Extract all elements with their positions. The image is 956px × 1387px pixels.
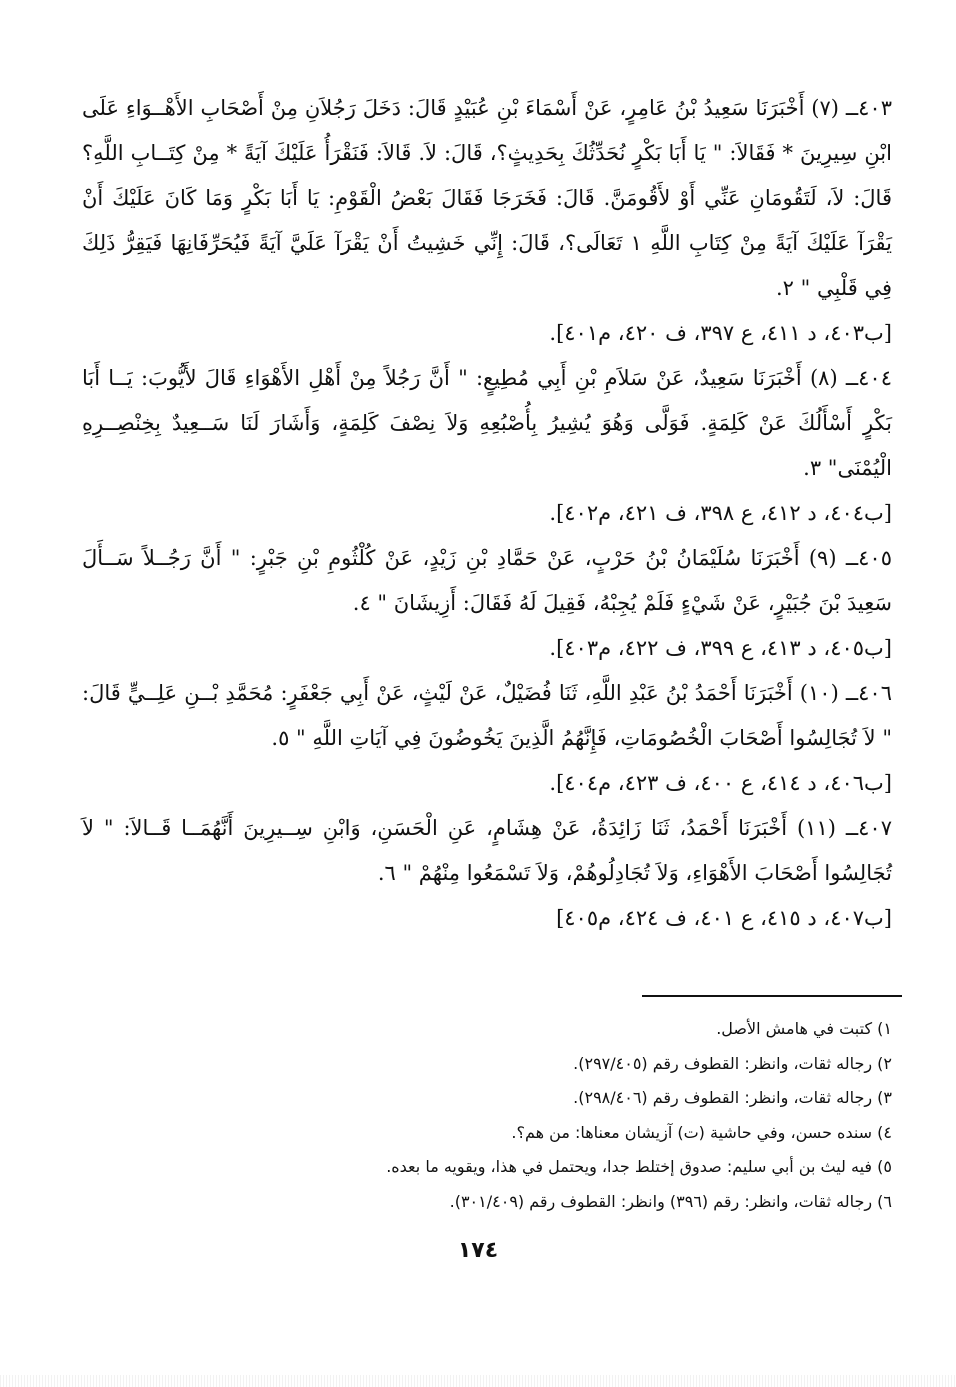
hadith-403: ٤٠٣ــ (٧) أَخْبَرَنَا سَعِيدُ بْنُ عَامِرٍ، عَنْ أَسْمَاءَ بْنِ عُبَيْدٍ قَالَ: دَخَلَ رَجُلاَنِ مِنْ أَصْحَابِ الأَهْــوَاءِ عَلَى ابْنِ سِيرِينَ * فَقَالاَ: " يَا أَبَا بَكْرٍ نُحَدِّثُكَ بِحَدِيثٍ؟، قَالَ: لاَ. قَالاَ: فَنَقْرَأُ عَلَيْكَ آيَةً * مِنْ كِتَــابِ اللَّهِ؟ قَالَ: لاَ، لَتَقُومَانِ عَنِّي أَوْ لأَقُومَنَّ. قَالَ: فَخَرَجَا فَقَالَ بَعْضُ الْقَوْمِ: يَا أَبَا بَكْرٍ وَمَا كَانَ عَلَيْكَ أَنْ يَقْرَآ عَلَيْكَ آيَةً مِنْ كِتَابِ اللَّهِ ١ تَعَالَى؟، قَالَ: إِنِّي خَشِيتُ أَنْ يَقْرَآ عَلَيَّ آيَةً فَيُحَرِّفَانِهَا فَيَقِرُّ ذَلِكَ فِي قَلْبِي " ٢. [82, 96, 893, 300]
hadith-407-reference: [ب٤٠٧، د ٤١٥، ع ٤٠١، ف ٤٢٤، م٤٠٥] [556, 906, 892, 930]
hadith-406-reference: [ب٤٠٦، د ٤١٤، ع ٤٠٠، ف ٤٢٣، م٤٠٤]. [549, 771, 892, 795]
hadith-404: ٤٠٤ــ (٨) أَخْبَرَنَا سَعِيدٌ، عَنْ سَلاَمِ بْنِ أَبِي مُطِيعٍ: " أَنَّ رَجُلاً مِنْ أَهْلِ الأَهْوَاءِ قَالَ لأَيُّوبَ: يَــا أَبَا بَكْرٍ أَسْأَلُكَ عَنْ كَلِمَةٍ. فَوَلَّى وَهُوَ يُشِيرُ بِأُصْبُعِهِ وَلاَ نِصْفَ كَلِمَةٍ، وَأَشَارَ لَنَا سَــعِيدٌ بِخِنْصِــرِهِ الْيُمْنَى" ٣. [82, 366, 892, 480]
footnote-divider [642, 995, 902, 997]
page-number: ١٧٤ [457, 1238, 499, 1263]
footnote-2: ٢) رجاله ثقات، وانظر: القطوف رقم (٢٩٧/٤٠٥). [573, 1053, 892, 1073]
hadith-406: ٤٠٦ــ (١٠) أَخْبَرَنَا أَحْمَدُ بْنُ عَبْدِ اللَّهِ، ثَنَا فُضَيْلٌ، عَنْ لَيْثٍ، عَنْ أَبِي جَعْفَرٍ: مُحَمَّدِ بْــنِ عَلِــيٍّ قَالَ: " لاَ تُجَالِسُوا أَصْحَابَ الْخُصُومَاتِ، فَإِنَّهُمُ الَّذِينَ يَخُوضُونَ فِي آيَاتِ اللَّهِ " ٥. [82, 681, 892, 750]
footnote-6: ٦) رجاله ثقات، وانظر: رقم (٣٩٦) وانظر: القطوف رقم (٣٠١/٤٠٩). [449, 1191, 892, 1211]
footnote-1: ١) كتبت في هامش الأصل. [716, 1019, 892, 1038]
hadith-407: ٤٠٧ــ (١١) أَخْبَرَنَا أَحْمَدُ، ثَنَا زَائِدَةُ، عَنْ هِشَامٍ، عَنِ الْحَسَنِ، وَابْنِ سِــيرِينَ أَنَّهُمَــا قَــالاَ: " لاَ تُجَالِسُوا أَصْحَابَ الأَهْوَاءِ، وَلاَ تُجَادِلُوهُمْ، وَلاَ تَسْمَعُوا مِنْهُمْ " ٦. [82, 816, 892, 885]
scan-edge-texture [0, 1375, 956, 1387]
hadith-section [82, 86, 892, 941]
hadith-405-reference: [ب٤٠٥، د ٤١٣، ع ٣٩٩، ف ٤٢٢، م٤٠٣]. [549, 636, 892, 660]
hadith-405: ٤٠٥ــ (٩) أَخْبَرَنَا سُلَيْمَانُ بْنُ حَرْبٍ، عَنْ حَمَّادِ بْنِ زَيْدٍ، عَنْ كُلْثُومِ بْنِ جَبْرٍ: " أَنَّ رَجُــلاً سَــأَلَ سَعِيدَ بْنَ جُبَيْرٍ، عَنْ شَيْءٍ فَلَمْ يُجِبْهُ، فَقِيلَ لَهُ فَقَالَ: أَزِيشَانَ " ٤. [82, 546, 892, 615]
footnote-3: ٣) رجاله ثقات، وانظر: القطوف رقم (٢٩٨/٤٠٦). [573, 1088, 892, 1107]
footnotes [150, 1012, 892, 1219]
footnote-4: ٤) سنده حسن، وفي حاشية (ت) آزيشان معناها: من هم؟. [511, 1122, 892, 1142]
footnote-5: ٥) فيه ليث بن أبي سليم: صدوق إختلط جدا، ويحتمل في هذا، ويقويه ما بعده. [386, 1157, 892, 1176]
hadith-404-reference: [ب٤٠٤، د ٤١٢، ع ٣٩٨، ف ٤٢١، م٤٠٢]. [549, 501, 892, 525]
hadith-403-reference: [ب٤٠٣، د ٤١١، ع ٣٩٧، ف ٤٢٠، م٤٠١]. [549, 321, 892, 345]
